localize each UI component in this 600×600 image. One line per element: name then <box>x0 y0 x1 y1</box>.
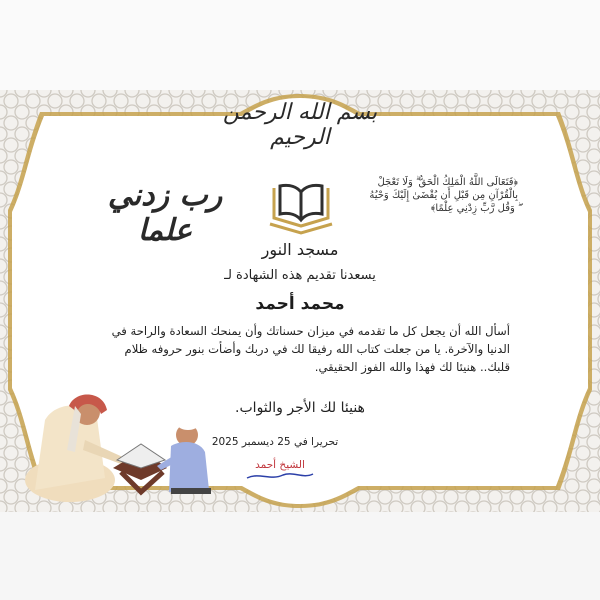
congratulations-line: هنيئا لك الأجر والثواب. <box>235 400 365 416</box>
teacher-student-illustration <box>25 380 225 505</box>
open-book-logo-icon <box>266 180 336 236</box>
paper-background-bottom <box>0 512 600 600</box>
date-line: تحريرا في 25 ديسمبر 2025 <box>211 436 339 448</box>
signature-scribble <box>245 470 315 482</box>
calligraphy-rabbi-zidni-ilma: رب زدني علما <box>107 178 223 248</box>
certificate-body-text: أسأل الله أن يجعل كل ما تقدمه في ميزان حسناتك وأن يمنحك السعادة والراحة في الدنيا والآخرة. يا من جعلت كتاب الله رفيقا لك في دربك وأضأت بنور حروفه ظلام قلبك.. هنيئا لك فهذا والله الفوز الحقيقي. <box>111 324 510 374</box>
presentation-line: يسعدنا تقديم هذه الشهادة لـ <box>224 268 376 283</box>
recipient-name: محمد أحمد <box>255 294 345 314</box>
quran-verse: ﴿فَتَعَالَى اللَّهُ الْمَلِكُ الْحَقُّ ۗ وَلَا تَعْجَلْ بِالْقُرْآنِ مِن قَبْلِ أَن يُقْضَىٰ إِلَيْكَ وَحْيُهُ ۖ وَقُل رَّبِّ زِدْنِي عِلْمًا﴾ <box>369 177 518 214</box>
signature-name: الشيخ أحمد <box>255 459 305 471</box>
paper-background-top <box>0 0 600 90</box>
basmala: بسم الله الرحمن الرحيم <box>222 100 378 150</box>
mosque-name: مسجد النور <box>261 240 339 259</box>
